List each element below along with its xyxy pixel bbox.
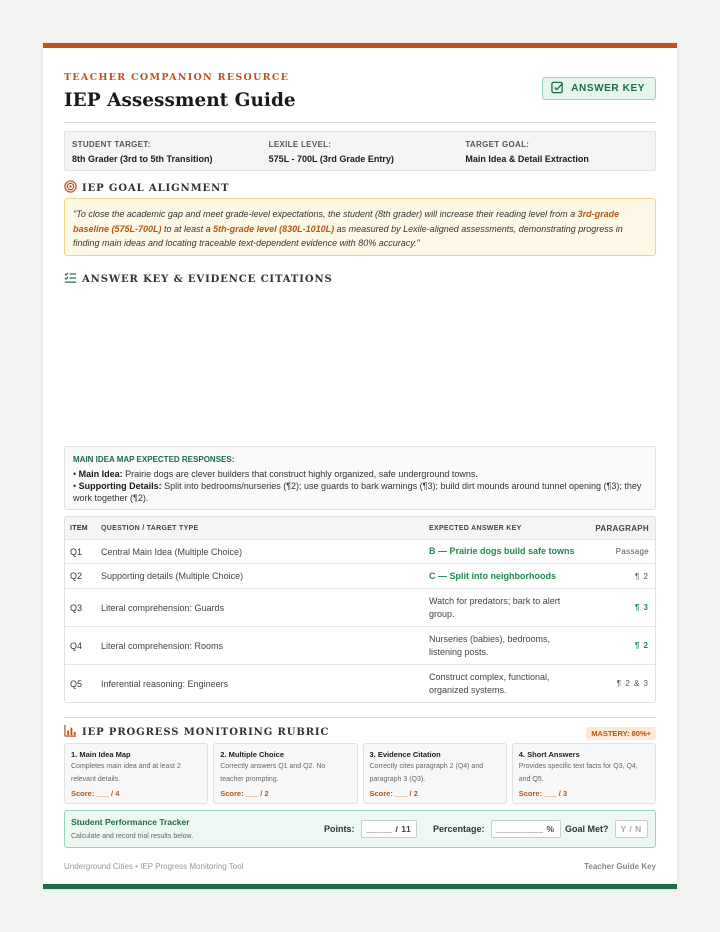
info-lexile-level bbox=[262, 132, 459, 170]
card-score: Score: ___ / 2 bbox=[369, 789, 418, 798]
question-cell: Central Main Idea (Multiple Choice) bbox=[101, 546, 243, 557]
table-row bbox=[65, 626, 655, 664]
section-title: IEP GOAL ALIGNMENT bbox=[82, 182, 230, 194]
table-row bbox=[65, 539, 655, 563]
goal-met-input[interactable]: Y / N bbox=[615, 820, 648, 838]
percentage-field bbox=[433, 820, 561, 838]
table-header-row bbox=[65, 517, 655, 539]
rubric-card bbox=[213, 743, 357, 804]
item-cell: Q4 bbox=[70, 640, 83, 651]
card-description: Correctly answers Q1 and Q2. No teacher prompting. bbox=[220, 763, 326, 783]
goal-text: to at least a bbox=[161, 223, 214, 234]
question-cell: Literal comprehension: Guards bbox=[101, 602, 225, 613]
goal-text: "To close the academic gap and meet grade-level expectations, the student (8th grader) will increase their reading level from a bbox=[73, 209, 578, 219]
column-header: QUESTION / TARGET TYPE bbox=[101, 524, 199, 532]
paragraph-cell: ¶ 2 & 3 bbox=[616, 679, 649, 688]
paragraph-cell: Passage bbox=[615, 547, 649, 556]
column-header: EXPECTED ANSWER KEY bbox=[429, 524, 522, 532]
rubric-cards bbox=[64, 743, 656, 804]
column-header: ITEM bbox=[70, 524, 88, 532]
item-cell: Q1 bbox=[70, 546, 83, 557]
supporting-details-line: • Supporting Details: Split into bedrooms/nurseries (¶2); use guards to bark warnings (¶3); build dirt mounds around tunnel opening (¶3); they work together (¶2). bbox=[73, 481, 642, 503]
paragraph-cell: ¶ 3 bbox=[634, 603, 649, 612]
iep-goal-statement bbox=[64, 198, 656, 256]
info-target-goal bbox=[458, 132, 655, 170]
tracker-subtitle: Calculate and record trial results below. bbox=[71, 833, 194, 840]
page-title: IEP Assessment Guide bbox=[64, 90, 296, 111]
supporting-details-label: Supporting Details: bbox=[78, 481, 162, 491]
answer-cell: Nurseries (babies), bedrooms, listening posts. bbox=[429, 633, 551, 657]
card-description: Provides specific text facts for Q3, Q4, and Q5. bbox=[518, 763, 638, 783]
performance-tracker bbox=[64, 810, 656, 848]
goal-text: as measured by Lexile-aligned assessments, demonstrating progress in finding main ideas and locating traceable text-dependent evidence with 80% accuracy." bbox=[73, 223, 623, 248]
info-label: LEXILE LEVEL: bbox=[268, 140, 332, 149]
card-score: Score: ___ / 4 bbox=[71, 789, 120, 798]
item-cell: Q5 bbox=[70, 678, 83, 689]
question-cell: Supporting details (Multiple Choice) bbox=[101, 571, 244, 581]
answer-key-heading bbox=[64, 271, 333, 287]
item-cell: Q2 bbox=[70, 571, 83, 581]
card-description: Correctly cites paragraph 2 (Q4) and paragraph 3 (Q3). bbox=[369, 763, 484, 783]
checkbox-icon bbox=[551, 81, 564, 97]
tracker-title: Student Performance Tracker bbox=[71, 817, 190, 827]
page-content bbox=[64, 48, 656, 884]
card-title: 1. Main Idea Map bbox=[71, 750, 131, 759]
info-value: 8th Grader (3rd to 5th Transition) bbox=[72, 154, 213, 164]
card-title: 4. Short Answers bbox=[518, 750, 580, 759]
info-student-target bbox=[65, 132, 262, 170]
eyebrow: TEACHER COMPANION RESOURCE bbox=[64, 72, 290, 83]
rubric-card bbox=[363, 743, 507, 804]
paragraph-cell: ¶ 2 bbox=[634, 641, 649, 650]
item-cell: Q3 bbox=[70, 602, 83, 613]
badge-label: ANSWER KEY bbox=[571, 83, 645, 94]
footer-right: Teacher Guide Key bbox=[584, 862, 656, 871]
main-idea-heading: MAIN IDEA MAP EXPECTED RESPONSES: bbox=[73, 455, 235, 464]
goal-alignment-heading bbox=[64, 180, 229, 196]
answer-cell: Watch for predators; bark to alert group. bbox=[429, 595, 561, 619]
card-description: Completes main idea and at least 2 relevant details. bbox=[71, 763, 181, 783]
info-value: Main Idea & Detail Extraction bbox=[465, 154, 589, 164]
percentage-label: Percentage: bbox=[433, 824, 485, 834]
main-idea-map-responses bbox=[64, 446, 656, 510]
column-header: PARAGRAPH bbox=[595, 523, 649, 533]
card-title: 2. Multiple Choice bbox=[220, 750, 285, 759]
bar-chart-icon bbox=[64, 724, 77, 740]
answer-key-badge bbox=[542, 77, 656, 100]
paragraph-cell: ¶ 2 bbox=[635, 571, 649, 581]
answer-cell: C — Split into neighborhoods bbox=[429, 570, 556, 581]
points-input[interactable]: _____ / 11 bbox=[361, 820, 418, 838]
rubric-card bbox=[512, 743, 656, 804]
points-label: Points: bbox=[324, 824, 355, 834]
rubric-heading bbox=[64, 724, 656, 740]
supporting-details-text: Split into bedrooms/nurseries (¶2); use guards to bark warnings (¶3); build dirt mounds around tunnel opening (¶3); they work together (¶2). bbox=[73, 481, 642, 503]
card-score: Score: ___ / 3 bbox=[518, 789, 568, 798]
info-value: 575L - 700L (3rd Grade Entry) bbox=[268, 154, 394, 164]
section-title: ANSWER KEY & EVIDENCE CITATIONS bbox=[82, 273, 333, 285]
goal-met-field bbox=[565, 820, 648, 838]
divider bbox=[64, 717, 656, 718]
answer-cell: B — Prairie dogs build safe towns bbox=[429, 546, 575, 556]
goal-target-level: 5th-grade level (830L-1010L) bbox=[213, 223, 335, 234]
info-label: TARGET GOAL: bbox=[465, 140, 530, 149]
section-title: IEP PROGRESS MONITORING RUBRIC bbox=[82, 726, 330, 738]
answer-cell: Construct complex, functional, organized systems. bbox=[429, 671, 550, 695]
main-idea-text: Prairie dogs are clever builders that construct highly organized, safe underground towns. bbox=[122, 469, 478, 479]
goal-baseline: 3rd-grade baseline (575L-700L) bbox=[73, 209, 620, 234]
checklist-icon bbox=[64, 271, 77, 287]
percentage-input[interactable]: _________ % bbox=[491, 820, 561, 838]
card-title: 3. Evidence Citation bbox=[369, 750, 441, 759]
main-idea-label: Main Idea: bbox=[78, 469, 123, 479]
page bbox=[43, 43, 677, 889]
main-idea-line: • Main Idea: Prairie dogs are clever builders that construct highly organized, safe underground towns. bbox=[73, 469, 478, 479]
points-field bbox=[324, 820, 417, 838]
table-row bbox=[65, 664, 655, 702]
target-icon bbox=[64, 180, 77, 196]
answer-key-table bbox=[64, 516, 656, 703]
table-row bbox=[65, 588, 655, 626]
question-cell: Literal comprehension: Rooms bbox=[101, 640, 224, 651]
mastery-badge: MASTERY: 80%+ bbox=[586, 727, 656, 740]
question-cell: Inferential reasoning: Engineers bbox=[101, 678, 229, 689]
info-bar bbox=[64, 131, 656, 171]
table-row bbox=[65, 563, 655, 588]
goal-met-label: Goal Met? bbox=[565, 824, 609, 834]
footer-left: Underground Cities • IEP Progress Monitoring Tool bbox=[64, 862, 244, 871]
info-label: STUDENT TARGET: bbox=[72, 140, 151, 149]
footer bbox=[64, 862, 656, 871]
divider bbox=[64, 122, 656, 123]
card-score: Score: ___ / 2 bbox=[220, 789, 269, 798]
rubric-card bbox=[64, 743, 208, 804]
